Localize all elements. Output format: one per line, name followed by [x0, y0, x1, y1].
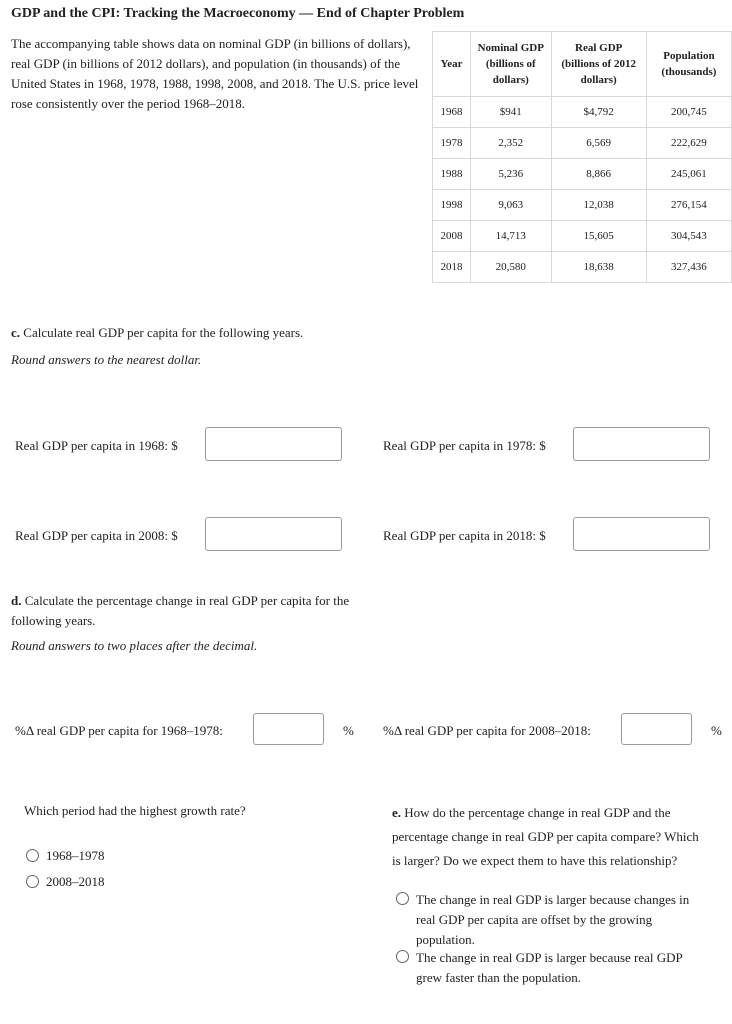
cell-real: 12,038 [551, 190, 646, 221]
label-gdp-per-capita-1968: Real GDP per capita in 1968: $ [15, 438, 178, 453]
part-c-instruction: Round answers to the nearest dollar. [11, 352, 202, 367]
cell-real: 18,638 [551, 252, 646, 283]
cell-real: $4,792 [551, 97, 646, 128]
cell-year: 1988 [433, 159, 471, 190]
header-year: Year [433, 32, 471, 97]
cell-nominal: 20,580 [471, 252, 551, 283]
label-gdp-per-capita-1978: Real GDP per capita in 1978: $ [383, 438, 546, 453]
part-d-heading: d. Calculate the percentage change in real GDP per capita for the following years. [11, 593, 350, 628]
cell-year: 1978 [433, 128, 471, 159]
cell-population: 245,061 [646, 159, 731, 190]
part-c-heading: c. Calculate real GDP per capita for the following years. [11, 325, 304, 340]
cell-nominal: 2,352 [471, 128, 551, 159]
cell-population: 327,436 [646, 252, 731, 283]
part-d-instruction: Round answers to two places after the decimal. [11, 638, 258, 653]
part-e-question: e. How do the percentage change in real GDP and the percentage change in real GDP per capita compare? Which is larger? Do we expect them to have this relationship? [392, 805, 699, 868]
radio-button[interactable] [396, 892, 409, 905]
table-row [433, 190, 732, 221]
input-gdp-per-capita-2018[interactable] [573, 517, 710, 551]
cell-real: 6,569 [551, 128, 646, 159]
table-row [433, 252, 732, 283]
table-row [433, 97, 732, 128]
cell-nominal: $941 [471, 97, 551, 128]
label-gdp-per-capita-2008: Real GDP per capita in 2008: $ [15, 528, 178, 543]
label-gdp-per-capita-2018: Real GDP per capita in 2018: $ [383, 528, 546, 543]
table-row [433, 128, 732, 159]
percent-sign: % [343, 723, 354, 738]
label-pct-change-1968-1978: %Δ real GDP per capita for 1968–1978: [15, 723, 223, 738]
page-title: GDP and the CPI: Tracking the Macroeconomy — End of Chapter Problem [11, 6, 465, 21]
header-real-gdp: Real GDP (billions of 2012 dollars) [551, 32, 646, 97]
option-2008-2018[interactable]: 2008–2018 [26, 873, 105, 890]
percent-sign: % [711, 723, 722, 738]
input-gdp-per-capita-1968[interactable] [205, 427, 342, 461]
problem-intro: The accompanying table shows data on nominal GDP (in billions of dollars), real GDP (in billions of 2012 dollars), and population (in thousands) of the United States in 1968, 1978, 1988, 1998, 2008, and 2018. The U.S. price level rose consistently over the period 1968–2018. [11, 36, 419, 111]
cell-population: 276,154 [646, 190, 731, 221]
option-1968-1978[interactable]: 1968–1978 [26, 847, 105, 864]
cell-nominal: 5,236 [471, 159, 551, 190]
header-nominal-gdp: Nominal GDP (billions of dollars) [471, 32, 551, 97]
cell-nominal: 9,063 [471, 190, 551, 221]
header-population: Population (thousands) [646, 32, 731, 97]
input-pct-change-2008-2018[interactable] [621, 713, 692, 745]
cell-year: 2018 [433, 252, 471, 283]
cell-real: 15,605 [551, 221, 646, 252]
input-gdp-per-capita-1978[interactable] [573, 427, 710, 461]
radio-button[interactable] [26, 849, 39, 862]
cell-nominal: 14,713 [471, 221, 551, 252]
table-row [433, 159, 732, 190]
input-gdp-per-capita-2008[interactable] [205, 517, 342, 551]
data-table [432, 31, 732, 283]
radio-button[interactable] [26, 875, 39, 888]
option-e-2[interactable]: The change in real GDP is larger because real GDP grew faster than the population. [396, 948, 710, 988]
radio-button[interactable] [396, 950, 409, 963]
cell-population: 200,745 [646, 97, 731, 128]
label-pct-change-2008-2018: %Δ real GDP per capita for 2008–2018: [383, 723, 591, 738]
cell-population: 222,629 [646, 128, 731, 159]
cell-year: 1968 [433, 97, 471, 128]
cell-real: 8,866 [551, 159, 646, 190]
table-header-row [433, 32, 732, 97]
cell-year: 2008 [433, 221, 471, 252]
cell-population: 304,543 [646, 221, 731, 252]
table-row [433, 221, 732, 252]
growth-question: Which period had the highest growth rate? [24, 803, 246, 818]
input-pct-change-1968-1978[interactable] [253, 713, 324, 745]
cell-year: 1998 [433, 190, 471, 221]
option-e-1[interactable]: The change in real GDP is larger because changes in real GDP per capita are offset by the growing population. [396, 890, 710, 950]
